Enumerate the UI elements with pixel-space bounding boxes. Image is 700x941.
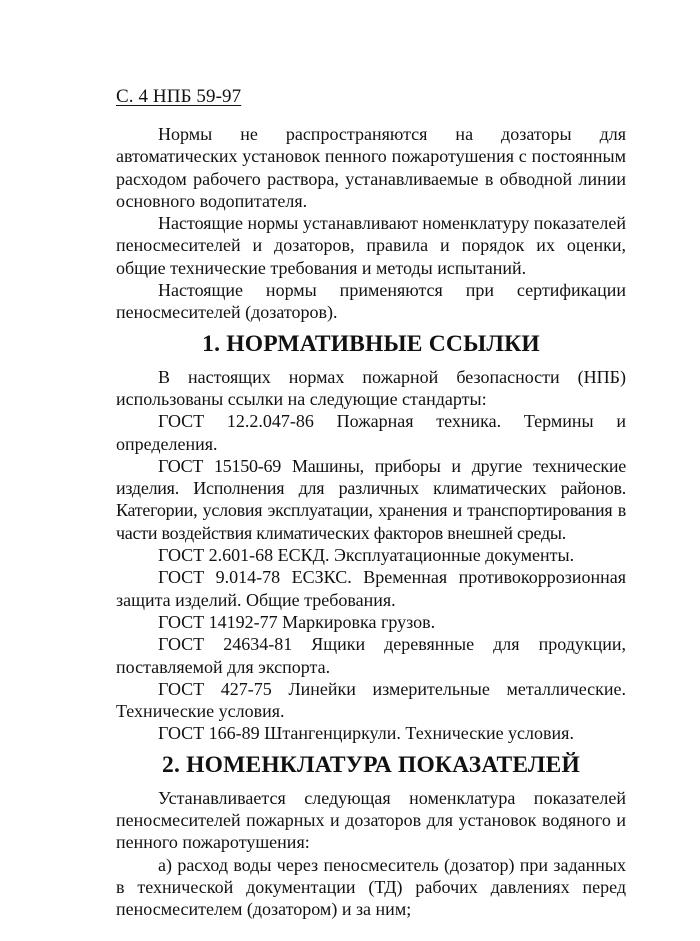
document-page	[116, 86, 626, 921]
section-2-title: 2. НОМЕНКЛАТУРА ПОКАЗАТЕЛЕЙ	[162, 751, 580, 778]
page-header: С. 4 НПБ 59-97	[116, 86, 242, 107]
intro-paragraph: Настоящие нормы устанавливают номенклатуру показателей пеносмесителей и дозаторов, правила и порядок их оценки, общие технические требования и методы испытаний.	[116, 213, 626, 278]
standard-reference: ГОСТ 9.014-78 ЕСЗКС. Временная противокоррозионная защита изделий. Общие требования.	[116, 567, 626, 610]
standard-reference: ГОСТ 166-89 Штангенциркули. Технические условия.	[158, 723, 574, 744]
standard-reference: ГОСТ 427-75 Линейки измерительные металлические. Технические условия.	[116, 678, 626, 722]
standard-reference: ГОСТ 2.601-68 ЕСКД. Эксплуатационные документы.	[158, 545, 575, 566]
intro-paragraph: Настоящие нормы применяются при сертификации пеносмесителей (дозаторов).	[116, 280, 626, 323]
section-1-title: 1. НОРМАТИВНЫЕ ССЫЛКИ	[202, 330, 540, 357]
section-2-paragraph: Устанавливается следующая номенклатура показателей пеносмесителей пожарных и дозаторов для установок водяного и пенного пожаротушения:	[116, 787, 626, 853]
intro-paragraph: Нормы не распространяются на дозаторы для автоматических установок пенного пожаротушения с постоянным расходом рабочего раствора, устанавливаемые в обводной линии основного водопитателя.	[116, 124, 626, 211]
section-2-list-item: а) расход воды через пеносмеситель (дозатор) при заданных в технической документации (ТД) рабочих давлениях перед пеносмесителем (дозатором) и за ним;	[116, 854, 626, 920]
standard-reference: ГОСТ 15150-69 Машины, приборы и другие технические изделия. Исполнения для различных климатических районов. Категории, условия эксплуатации, хранения и транспортирования в части воздействия климатических факторов внешней среды.	[116, 455, 626, 543]
standard-reference: ГОСТ 14192-77 Маркировка грузов.	[158, 611, 436, 632]
standard-reference: ГОСТ 12.2.047-86 Пожарная техника. Термины и определения.	[116, 411, 626, 454]
standard-reference: ГОСТ 24634-81 Ящики деревянные для продукции, поставляемой для экспорта.	[116, 634, 626, 677]
section-1-paragraph: В настоящих нормах пожарной безопасности (НПБ) использованы ссылки на следующие стандарты:	[116, 366, 626, 409]
